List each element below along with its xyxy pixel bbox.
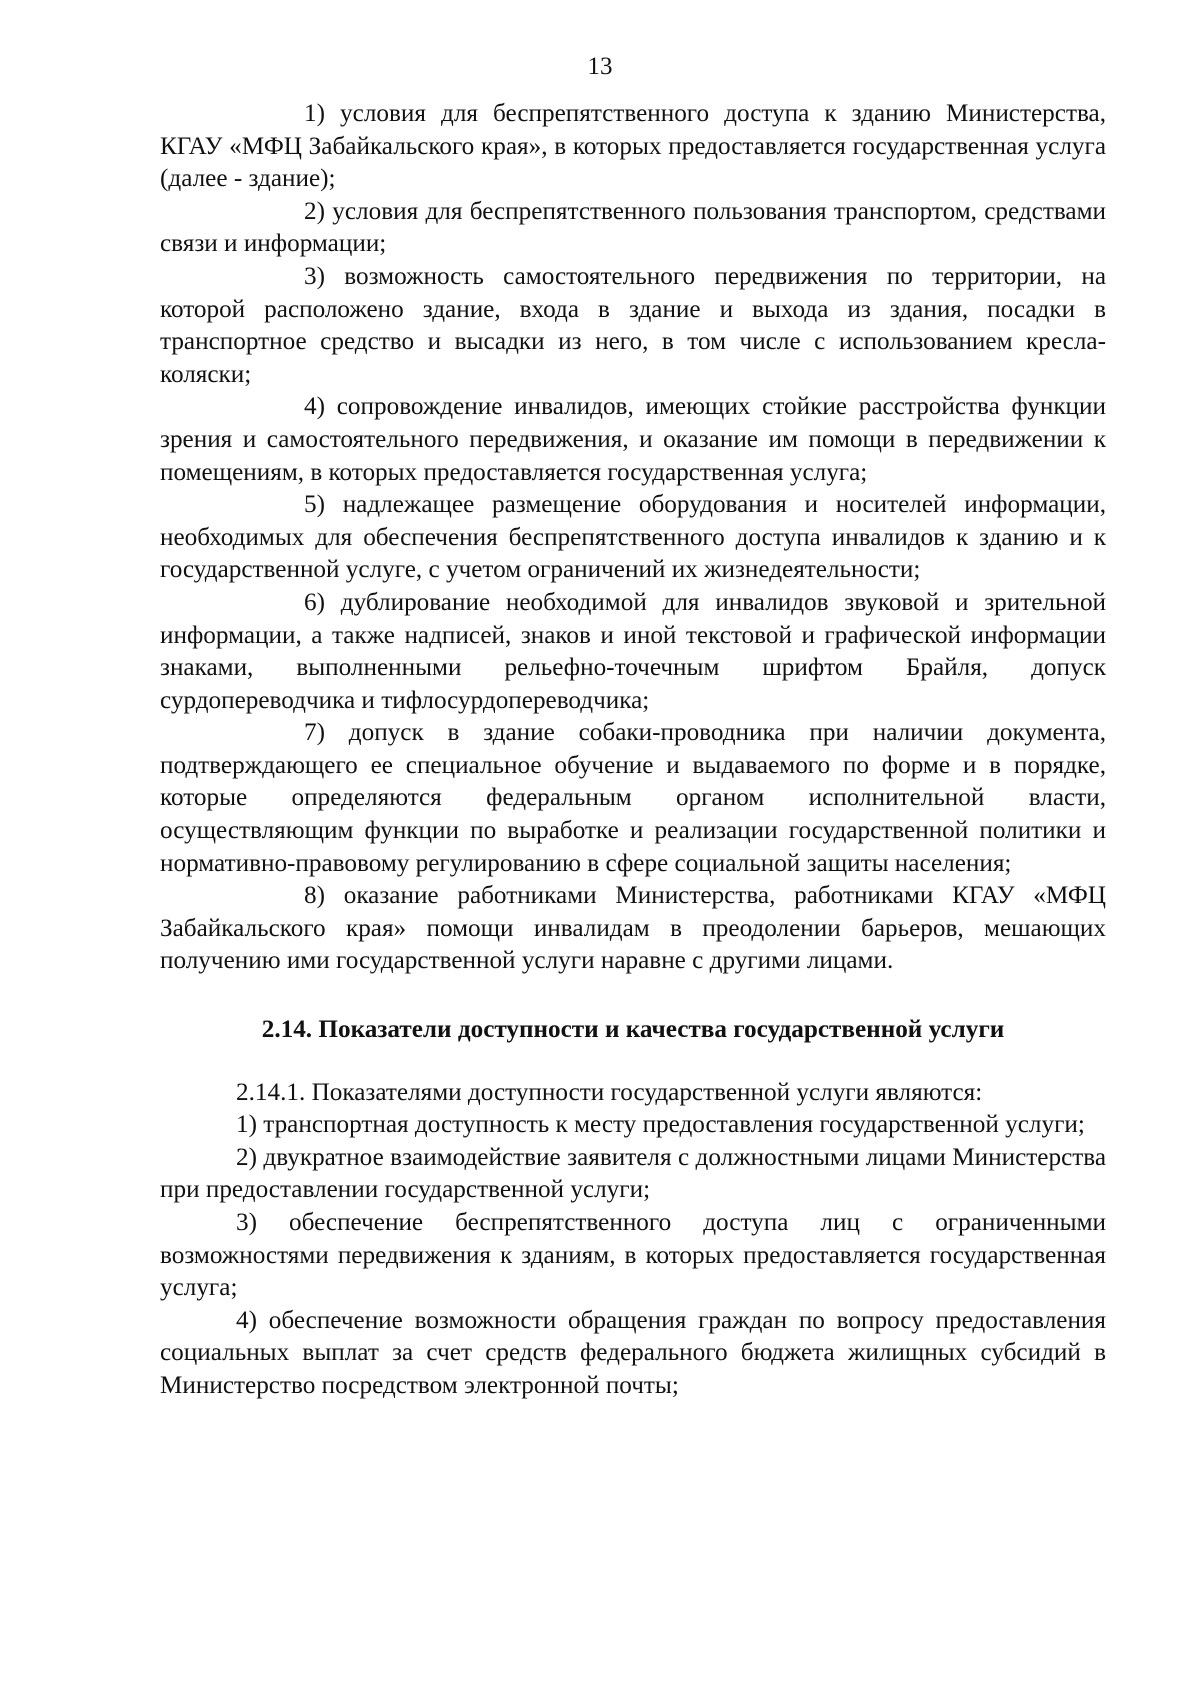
indicator-item: 3) обеспечение беспрепятственного доступа лиц с ограниченными возможностями передвижения к зданиям, в которых предоставляется государственная услуга; [160,1209,1106,1302]
list-item-text: возможность самостоятельного передвижения по территории, на которой расположено здание, входа в здание и выхода из здания, посадки в транспортное средство и высадки из него, в том числе с использованием кресла-коляски; [160,262,1106,388]
list-item [160,261,1106,391]
list-item-text: сопровождение инвалидов, имеющих стойкие расстройства функции зрения и самостоятельного передвижения, и оказание им помощи в передвижении к помещениям, в которых предоставляется государственная услуга; [160,393,1106,486]
list-item [160,196,1106,261]
list-item [160,717,1106,880]
list-item [160,880,1106,978]
section-title: 2.14. Показатели доступности и качества государственной услуги [261,1016,1005,1044]
list-item [160,98,1106,196]
list-item-number: 4) [304,393,325,421]
list-item-number: 3) [304,262,325,290]
indicator-item: 1) транспортная доступность к месту предоставления государственной услуги; [236,1111,1085,1139]
list-item-number: 7) [304,719,325,747]
page-content [160,98,1106,1403]
list-item-text: условия для беспрепятственного доступа к зданию Министерства, КГАУ «МФЦ Забайкальского края», в которых предоставляется государственная услуга (далее - здание); [160,100,1106,193]
list-item-number: 1) [304,100,325,127]
indicator-item: 4) обеспечение возможности обращения граждан по вопросу предоставления социальных выплат за счет средств федерального бюджета жилищных субсидий в Министерство посредством электронной почты; [160,1306,1106,1399]
page-number: 13 [587,53,613,80]
list-item-number: 8) [304,882,325,910]
list-item [160,391,1106,489]
list-item-text: условия для беспрепятственного пользования транспортом, средствами связи и информации; [160,197,1107,258]
list-item [160,489,1106,587]
list-item-text: надлежащее размещение оборудования и носителей информации, необходимых для обеспечения беспрепятственного доступа инвалидов к зданию и к государственной услуге, с учетом ограничений их жизнедеятельности; [160,491,1106,584]
subsection-lead: 2.14.1. Показателями доступности государственной услуги являются: [236,1078,983,1106]
list-item-number: 6) [304,588,325,616]
indicator-item: 2) двукратное взаимодействие заявителя с должностными лицами Министерства при предоставлении государственной услуги; [160,1143,1106,1204]
list-item-text: оказание работниками Министерства, работниками КГАУ «МФЦ Забайкальского края» помощи инвалидам в преодолении барьеров, мешающих получению ими государственной услуги наравне с другими лицами. [160,882,1106,975]
list-item-text: допуск в здание собаки-проводника при наличии документа, подтверждающего ее специальное обучение и выдаваемого по форме и в порядке, которые определяются федеральным органом исполнительной власти, осуществляющим функции по выработке и реализации государственной политики и нормативно-правовому регулированию в сфере социальной защиты населения; [160,719,1107,877]
list-item-text: дублирование необходимой для инвалидов звуковой и зрительной информации, а также надписей, знаков и иной текстовой и графической информации знаками, выполненными рельефно-точечным шрифтом Брайля, допуск сурдопереводчика и тифлосурдопереводчика; [160,588,1107,714]
list-item [160,587,1106,717]
list-item-number: 2) [304,197,325,225]
list-item-number: 5) [304,491,325,519]
